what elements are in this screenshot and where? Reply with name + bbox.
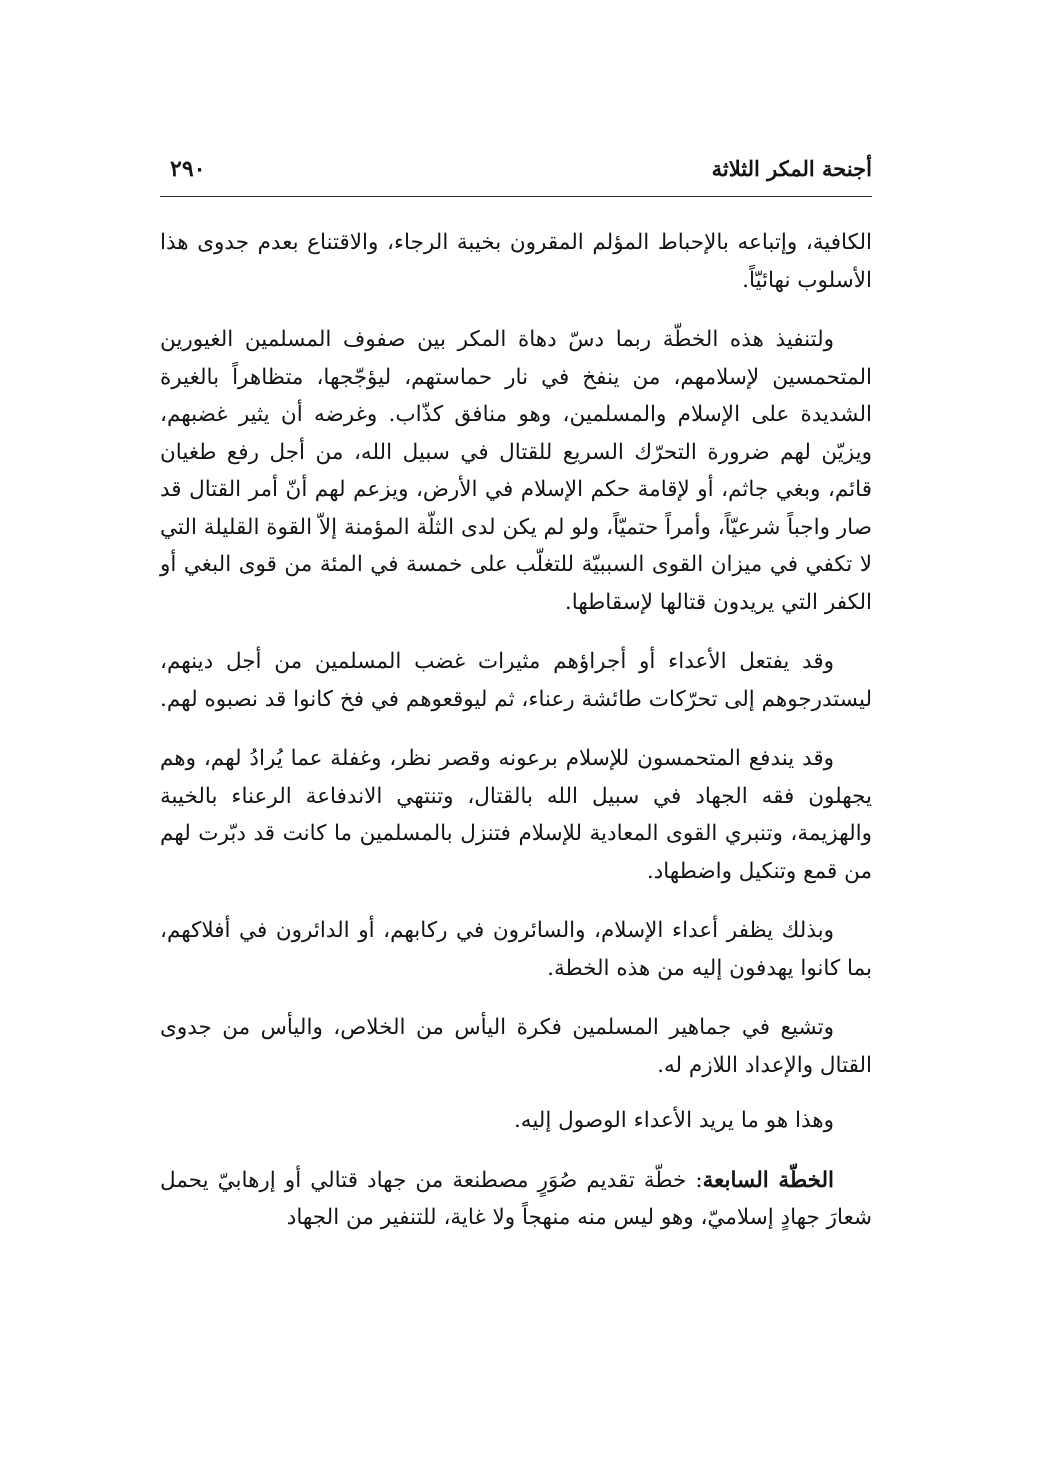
paragraph-seventh-plan: [160, 1162, 872, 1237]
paragraph-continuation: الكافية، وإتباعه بالإحباط المؤلم المقرون بخيبة الرجاء، والاقتناع بعدم جدوى هذا الأسلوب نهائيّاً.: [160, 230, 872, 293]
paragraph: وبذلك يظفر أعداء الإسلام، والسائرون في ركابهم، أو الدائرون في أفلاكهم، بما كانوا يهدفون إليه من هذه الخطة.: [160, 918, 872, 981]
page-number: ٢٩٠: [170, 156, 206, 182]
paragraph: ولتنفيذ هذه الخطّة ربما دسّ دهاة المكر بين صفوف المسلمين الغيورين المتحمسين لإسلامهم، من ينفخ في نار حماستهم، ليؤجّجها، متظاهراً بالغيرة الشديدة على الإسلام والمسلمين، وهو منافق كذّاب. وغرضه أن يثير غضبهم، ويزيّن لهم ضرورة التحرّك السريع للقتال في سبيل الله، من أجل رفع طغيان قائم، وبغي جاثم، أو لإقامة حكم الإسلام في الأرض، ويزعم لهم أنّ أمر القتال قد صار واجباً شرعيّاً، وأمراً حتميّاً، ولو لم يكن لدى الثلّة المؤمنة إلاّ القوة القليلة التي لا تكفي في ميزان القوى السببيّة للتغلّب على خمسة في المئة من قوى البغي أو الكفر التي يريدون قتالها لإسقاطها.: [160, 327, 872, 615]
paragraph: وتشيع في جماهير المسلمين فكرة اليأس من الخلاص، واليأس من جدوى القتال والإعداد اللازم له.: [160, 1015, 872, 1078]
paragraph: وهذا هو ما يريد الأعداء الوصول إليه.: [513, 1108, 834, 1133]
running-header: [160, 152, 872, 192]
section-lead: الخطّة السابعة: [702, 1167, 834, 1193]
header-rule: [160, 196, 872, 197]
paragraph: وقد يفتعل الأعداء أو أجراؤهم مثيرات غضب المسلمين من أجل دينهم، ليستدرجوهم إلى تحرّكات طائشة رعناء، ثم ليوقعوهم في فخ كانوا قد نصبوه لهم.: [160, 649, 872, 712]
section-text: : خطّة تقديم صُوَرٍ مصطنعة من جهاد قتالي أو إرهابيّ يحمل شعارَ جهادٍ إسلاميّ، وهو ليس منه منهجاً ولا غاية، للتنفير من الجهاد: [160, 1167, 872, 1230]
body-text: [160, 224, 872, 1259]
paragraph: وقد يندفع المتحمسون للإسلام برعونه وقصر نظر، وغفلة عما يُرادُ لهم، وهم يجهلون فقه الجهاد في سبيل الله بالقتال، وتنتهي الاندفاعة الرعناء بالخيبة والهزيمة، وتنبري القوى المعادية للإسلام فتنزل بالمسلمين ما كانت قد دبّرت لهم من قمع وتنكيل واضطهاد.: [160, 746, 872, 884]
running-title: أجنحة المكر الثلاثة: [711, 156, 872, 181]
